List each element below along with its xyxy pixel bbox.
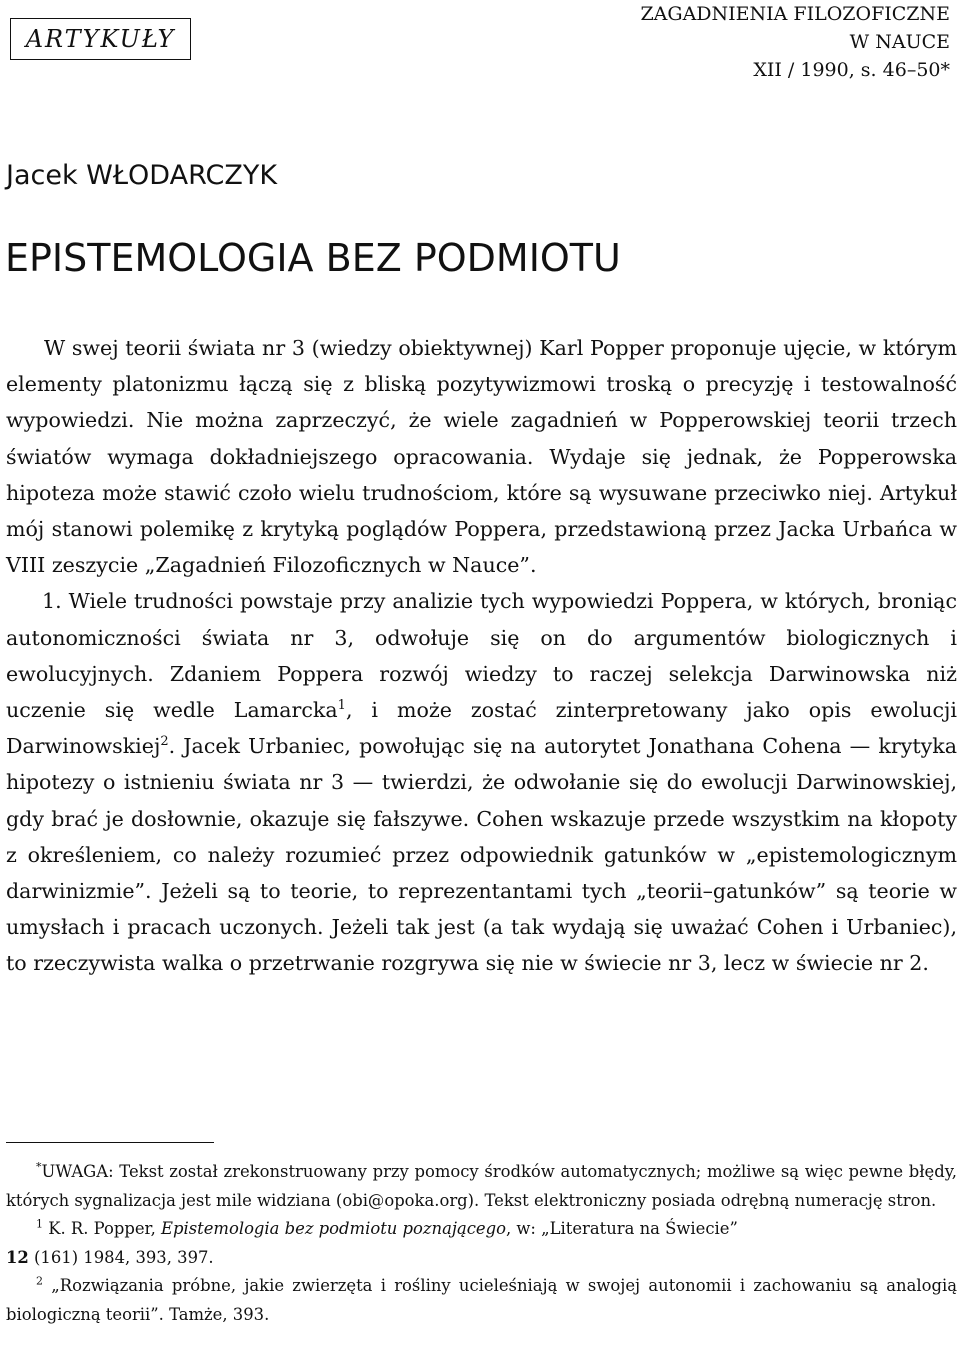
paragraph-intro: W swej teorii świata nr 3 (wiedzy obiektywnej) Karl Popper proponuje ujęcie, w którym elementy platonizmu łączą się z bliską pozytywizmowi troską o precyzję i testowalność wypowiedzi. Nie można zaprzeczyć, że wiele zagadnień w Popperowskiej teorii trzech światów wymaga dokładniejszego opracowania. Wydaje się jednak, że Popperowska hipoteza może stawić czoło wielu trudnościom, które są wysuwane przeciwko niej. Artykuł mój stanowi polemikę z krytyką poglądów Poppera, przedstawioną przez Jacka Urbańca w VIII zeszycie „Zagadnień Filozoficznych w Nauce”. xyxy=(6,336,957,578)
footnote-mark: * xyxy=(36,1160,42,1174)
footnotes xyxy=(6,1158,957,1330)
journal-name-cont: W NAUCE xyxy=(849,31,950,53)
footnote-1 xyxy=(6,1215,957,1272)
paragraph-text: , i może zostać zinterpretowany jako opis ewolucji Darwinowskiej xyxy=(6,698,957,759)
journal-name: ZAGADNIENIA FILOZOFICZNE xyxy=(640,3,950,25)
journal-volume: XII / 1990, s. 46–50* xyxy=(753,59,950,81)
footnote-mark: 2 xyxy=(36,1274,43,1288)
section-label: ARTYKUŁY xyxy=(25,25,176,53)
article-body xyxy=(6,330,957,982)
footnote-star xyxy=(6,1158,957,1215)
footnote-text: K. R. Popper, xyxy=(43,1219,162,1239)
cited-title: Epistemologia bez podmiotu poznającego xyxy=(161,1219,506,1239)
section-label-box xyxy=(10,18,191,60)
paragraph-section-1 xyxy=(6,583,957,981)
footnote-mark: 1 xyxy=(36,1217,43,1231)
footnote-text: (161) 1984, 393, 397. xyxy=(28,1247,214,1267)
footnote-text: , w: „Literatura na Świecie” xyxy=(505,1219,738,1239)
footnote-ref-2: 2 xyxy=(160,734,169,750)
cited-volume: 12 xyxy=(6,1247,29,1267)
paragraph-text: 1. Wiele trudności powstaje przy analizie tych wypowiedzi Poppera, w których, broniąc autonomiczności świata nr 3, odwołuje się on do argumentów biologicznych i ewolucyjnych. Zdaniem Poppera rozwój wiedzy to raczej selekcja Darwinowska niż uczenie się wedle Lamarcka xyxy=(6,589,957,723)
footnote-divider xyxy=(6,1142,214,1143)
footnote-ref-1: 1 xyxy=(337,698,346,714)
footnote-text: UWAGA: Tekst został zrekonstruowany przy pomocy środków automatycznych; możliwe są więc pewne błędy, których sygnalizacja jest mile widziana (obi@opoka.org). Tekst elektroniczny posiada odrębną numerację stron. xyxy=(6,1162,957,1210)
article-title: EPISTEMOLOGIA BEZ PODMIOTU xyxy=(5,236,621,280)
footnote-text: „Rozwiązania próbne, jakie zwierzęta i rośliny ucieleśniają w swojej autonomii i zachowaniu są analogią biologiczną teorii”. Tamże, 393. xyxy=(6,1276,957,1324)
journal-header xyxy=(430,0,950,84)
article-author: Jacek WŁODARCZYK xyxy=(6,160,278,191)
paragraph-text: . Jacek Urbaniec, powołując się na autorytet Jonathana Cohena — krytyka hipotezy o istnieniu świata nr 3 — twierdzi, że odwołanie się do ewolucji Darwinowskiej, gdy brać je dosłownie, okazuje się fałszywe. Cohen wskazuje przede wszystkim na kłopoty z określeniem, co należy rozumieć przez odpowiednik gatunków w „epistemologicznym darwinizmie”. Jeżeli są to teorie, to reprezentantami tych „teorii–gatunków” są teorie w umysłach i pracach uczonych. Jeżeli tak jest (a tak wydają się uważać Cohen i Urbaniec), to rzeczywista walka o przetrwanie rozgrywa się nie w świecie nr 3, lecz w świecie nr 2. xyxy=(6,734,957,976)
footnote-2 xyxy=(6,1272,957,1329)
